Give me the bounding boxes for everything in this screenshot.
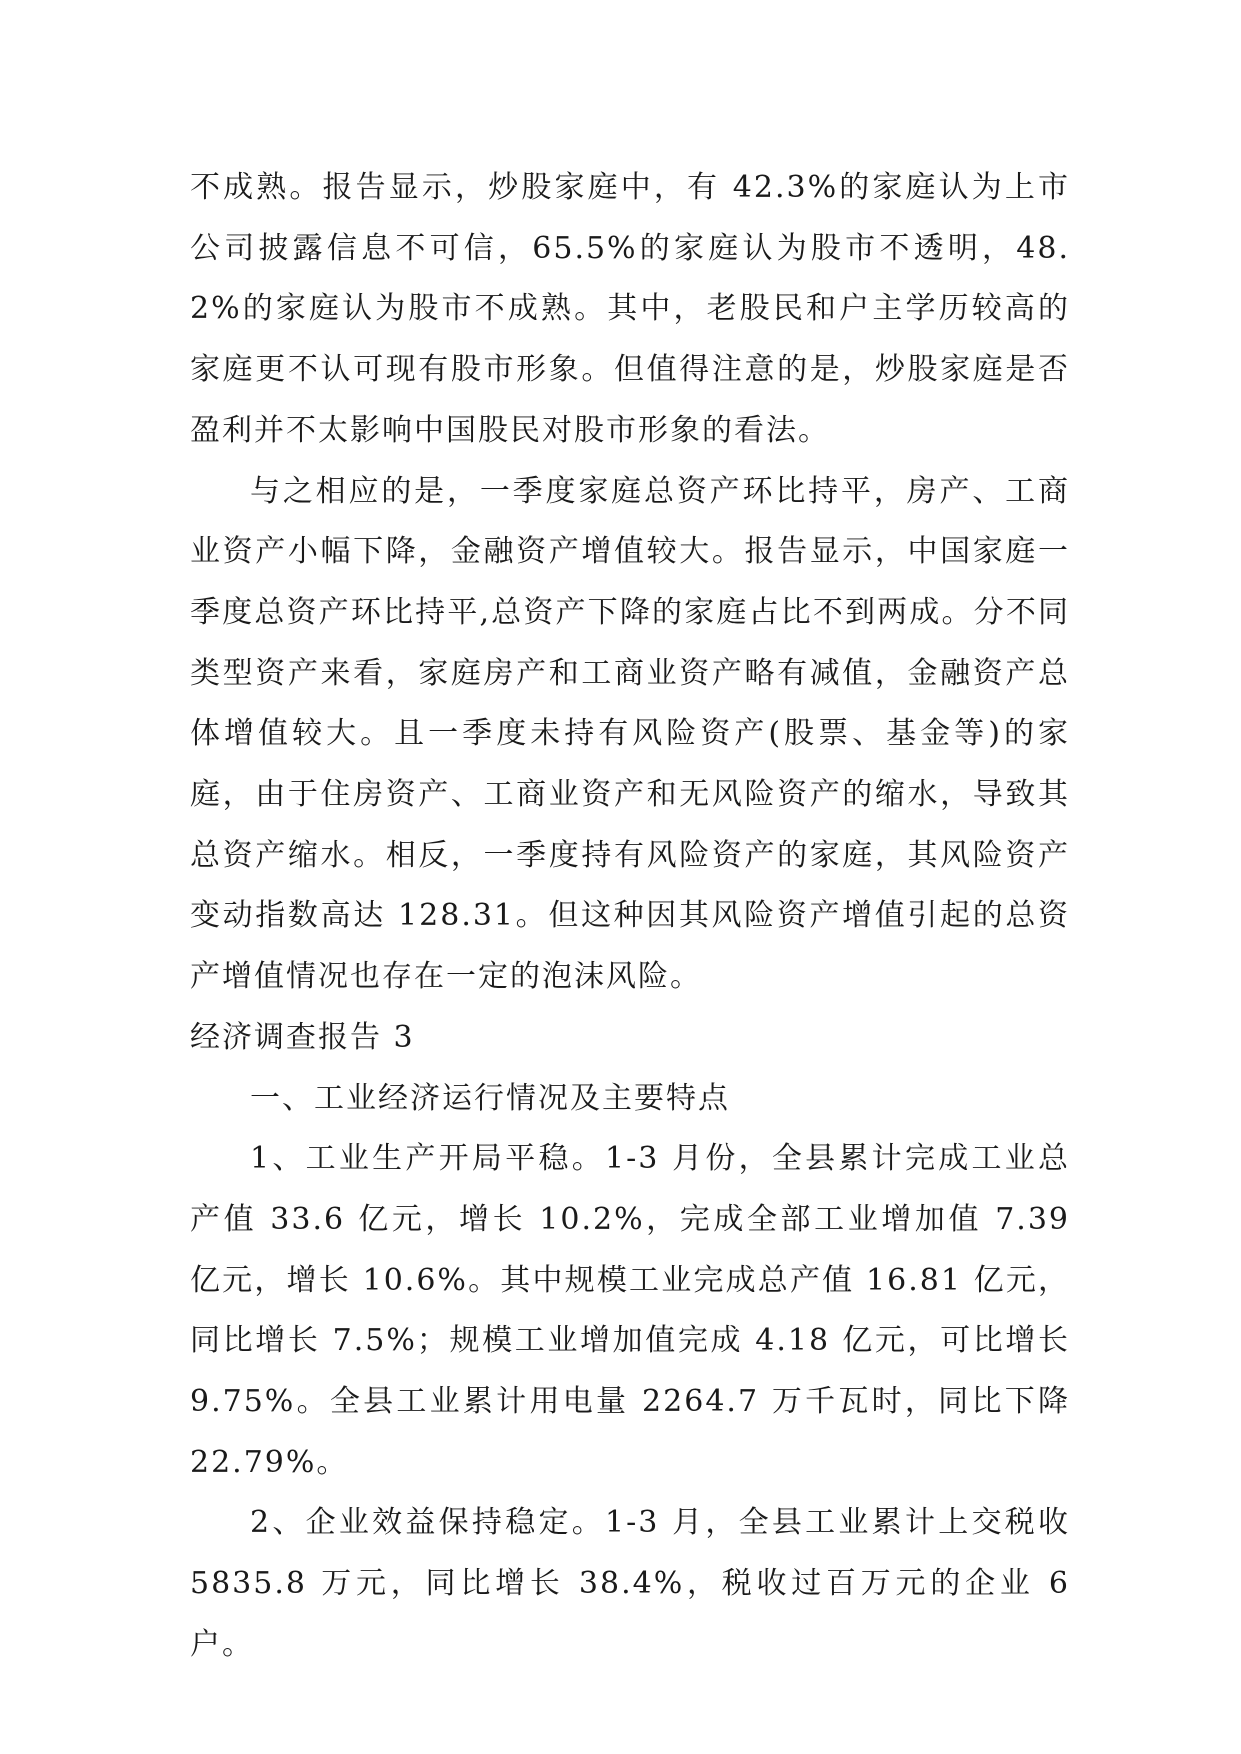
document-body <box>190 158 1070 1676</box>
paragraph-household-assets: 与之相应的是，一季度家庭总资产环比持平，房产、工商业资产小幅下降，金融资产增值较大。报告显示，中国家庭一季度总资产环比持平,总资产下降的家庭占比不到两成。分不同类型资产来看，家庭房产和工商业资产略有减值，金融资产总体增值较大。且一季度未持有风险资产(股票、基金等)的家庭，由于住房资产、工商业资产和无风险资产的缩水，导致其总资产缩水。相反，一季度持有风险资产的家庭，其风险资产变动指数高达 128.31。但这种因其风险资产增值引起的总资产增值情况也存在一定的泡沫风险。 <box>190 473 1070 995</box>
paragraph-enterprise-benefits: 2、企业效益保持稳定。1-3 月，全县工业累计上交税收 5835.8 万元，同比增长 38.4%，税收过百万元的企业 6 户。 <box>190 1505 1070 1662</box>
subsection-heading: 一、工业经济运行情况及主要特点 <box>250 1080 730 1116</box>
paragraph-stock-market-perception: 不成熟。报告显示，炒股家庭中，有 42.3%的家庭认为上市公司披露信息不可信，65.5%的家庭认为股市不透明，48.2%的家庭认为股市不成熟。其中，老股民和户主学历较高的家庭更不认可现有股市形象。但值得注意的是，炒股家庭是否盈利并不太影响中国股民对股市形象的看法。 <box>190 170 1070 448</box>
section-title: 经济调查报告 3 <box>190 1019 415 1055</box>
paragraph-industrial-production: 1、工业生产开局平稳。1-3 月份，全县累计完成工业总产值 33.6 亿元，增长 10.2%，完成全部工业增加值 7.39 亿元，增长 10.6%。其中规模工业完成总产值 16.81 亿元，同比增长 7.5%；规模工业增加值完成 4.18 亿元，可比增长 9.75%。全县工业累计用电量 2264.7 万千瓦时，同比下降 22.79%。 <box>190 1141 1070 1480</box>
